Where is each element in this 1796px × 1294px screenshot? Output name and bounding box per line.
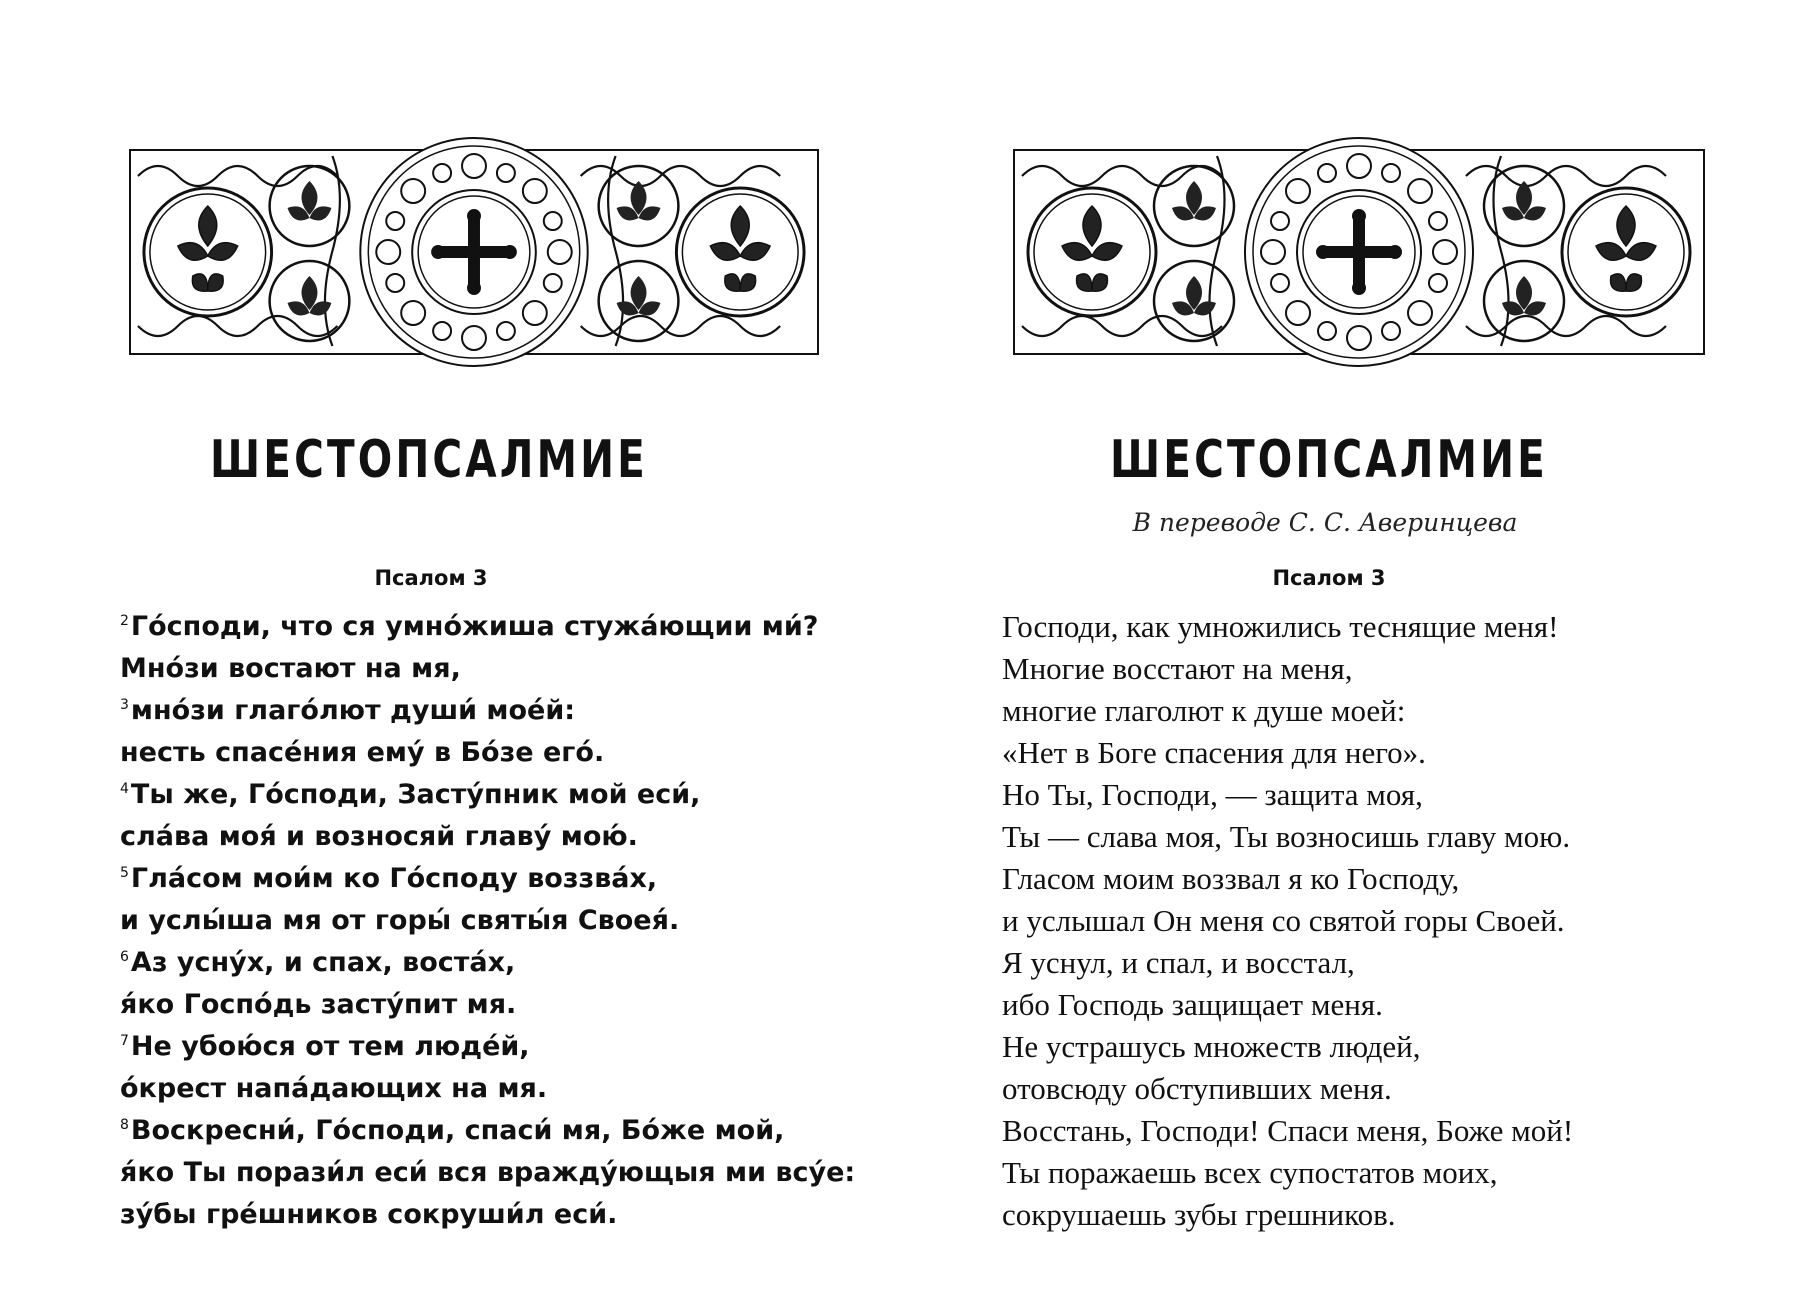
- ornament-headpiece-cross-icon: [1012, 136, 1706, 368]
- psalm-heading: Псалом 3: [374, 566, 488, 590]
- verse-text: мно́зи глаго́лют души́ мое́й:: [130, 695, 576, 726]
- page-title: ШЕСТОПСАЛМИЕ: [1110, 430, 1548, 490]
- verse-number: 2: [120, 613, 129, 629]
- verse-line: Гласом моим воззвал я ко Господу,: [1002, 861, 1460, 896]
- verse-text: несть спасе́ния ему́ в Бо́зе его́.: [120, 737, 605, 768]
- verse-text: Не убою́ся от тем люде́й,: [130, 1031, 530, 1062]
- verse-line: [120, 1026, 860, 1068]
- verse-line: [120, 1068, 860, 1110]
- verse-line: [120, 690, 860, 732]
- verse-text: я́ко Ты порази́л еси́ вся вражду́ющыя ми всу́е:: [120, 1157, 856, 1188]
- verse-line: [120, 1152, 860, 1194]
- verse-text: зу́бы гре́шников сокруши́л еси́.: [120, 1199, 618, 1230]
- verse-line: Многие восстают на меня,: [1002, 651, 1353, 686]
- verse-line: Ты — слава моя, Ты возносишь главу мою.: [1002, 819, 1571, 854]
- verse-line: ибо Господь защищает меня.: [1002, 987, 1383, 1022]
- right-page: [898, 0, 1796, 1294]
- verse-line: [120, 732, 860, 774]
- verse-line: отовсюду обступивших меня.: [1002, 1071, 1392, 1106]
- verse-number: 7: [120, 1033, 129, 1049]
- page-title: ШЕСТОПСАЛМИЕ: [210, 430, 648, 490]
- verse-line: [120, 900, 860, 942]
- verse-number: 6: [120, 949, 129, 965]
- verse-text: Аз усну́х, и спах, воста́х,: [130, 947, 516, 978]
- verse-text: и услы́ша мя от горы́ святы́я Своея́.: [120, 905, 680, 936]
- verse-line: Но Ты, Господи, — защита моя,: [1002, 777, 1423, 812]
- verse-text: о́крест напа́дающих на мя.: [120, 1073, 548, 1104]
- verse-line: Я уснул, и спал, и восстал,: [1002, 945, 1355, 980]
- verse-line: Господи, как умножились теснящие меня!: [1002, 609, 1559, 644]
- verse-line: многие глаголют к душе моей:: [1002, 693, 1406, 728]
- verse-text: Ты же, Го́споди, Засту́пник мой еси́,: [130, 779, 701, 810]
- verse-number: 5: [120, 865, 129, 881]
- verse-list: [1002, 606, 1762, 1236]
- verse-text: Воскресни́, Го́споди, спаси́ мя, Бо́же мой,: [130, 1115, 785, 1146]
- verse-line: Не устрашусь множеств людей,: [1002, 1029, 1421, 1064]
- translation-credit: В переводе С. С. Аверинцева: [1132, 508, 1518, 537]
- verse-line: [120, 942, 860, 984]
- verse-line: [120, 774, 860, 816]
- verse-line: [120, 858, 860, 900]
- verse-list: [120, 606, 860, 1236]
- verse-text: Гла́сом мои́м ко Го́споду воззва́х,: [130, 863, 658, 894]
- verse-line: [120, 984, 860, 1026]
- verse-text: сла́ва моя́ и возносяй главу́ мою́.: [120, 821, 638, 852]
- verse-text: Го́споди, что ся умно́жиша стужа́ющии ми́?: [130, 611, 819, 642]
- verse-line: [120, 1110, 860, 1152]
- verse-line: Ты поражаешь всех супостатов моих,: [1002, 1155, 1498, 1190]
- verse-line: сокрушаешь зубы грешников.: [1002, 1197, 1396, 1232]
- verse-number: 3: [120, 697, 129, 713]
- verse-line: Восстань, Господи! Спаси меня, Боже мой!: [1002, 1113, 1574, 1148]
- verse-line: [120, 606, 860, 648]
- verse-number: 4: [120, 781, 129, 797]
- verse-line: [120, 816, 860, 858]
- verse-line: и услышал Он меня со святой горы Своей.: [1002, 903, 1565, 938]
- verse-text: Мно́зи востают на мя,: [120, 653, 461, 684]
- verse-line: [120, 1194, 860, 1236]
- ornament-headpiece-cross-icon: [128, 136, 820, 368]
- verse-line: [120, 648, 860, 690]
- verse-text: я́ко Госпо́дь засту́пит мя.: [120, 989, 517, 1020]
- verse-line: «Нет в Боге спасения для него».: [1002, 735, 1426, 770]
- verse-number: 8: [120, 1117, 129, 1133]
- psalm-heading: Псалом 3: [1272, 566, 1386, 590]
